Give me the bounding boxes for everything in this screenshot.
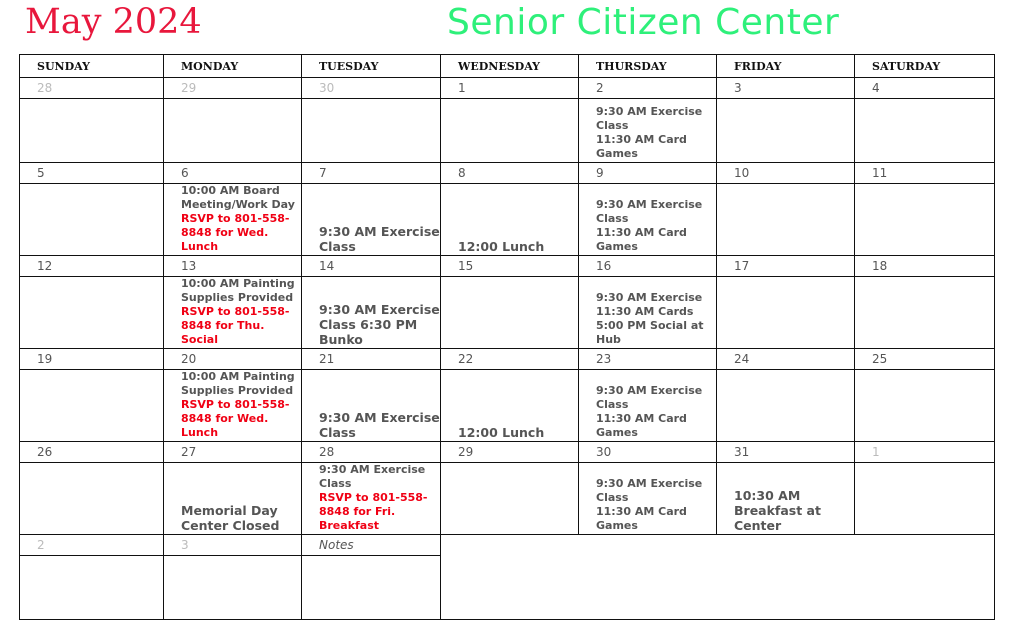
rsvp-note: RSVP to 801-558-8848 for Thu. Social	[181, 305, 290, 346]
day-number: 3	[717, 78, 855, 99]
day-number: 25	[855, 349, 995, 370]
week-number-row	[20, 442, 995, 463]
event-text: 9:30 AM Exercise	[596, 291, 703, 304]
weekday-header-tuesday: TUESDAY	[302, 55, 441, 78]
week-number-row	[20, 535, 995, 556]
day-cell[interactable]	[20, 99, 164, 163]
day-number: 30	[302, 78, 441, 99]
event-text: 9:30 AM Exercise Class	[319, 224, 440, 254]
week-events-row	[20, 99, 995, 163]
day-cell[interactable]	[302, 184, 441, 256]
weekday-header-saturday: SATURDAY	[855, 55, 995, 78]
day-cell[interactable]	[164, 463, 302, 535]
day-cell[interactable]	[579, 99, 717, 163]
event-text: 9:30 AM Exercise Class	[596, 198, 703, 225]
day-cell[interactable]	[164, 277, 302, 349]
day-number: 24	[717, 349, 855, 370]
event-text: 9:30 AM Exercise Class	[319, 410, 440, 440]
day-cell[interactable]	[164, 99, 302, 163]
day-cell[interactable]	[164, 556, 302, 620]
day-number: 12	[20, 256, 164, 277]
weekday-header-monday: MONDAY	[164, 55, 302, 78]
week-number-row	[20, 78, 995, 99]
weekday-header-sunday: SUNDAY	[20, 55, 164, 78]
week-events-row	[20, 277, 995, 349]
day-number: 29	[441, 442, 579, 463]
day-cell[interactable]	[717, 184, 855, 256]
week-events-row	[20, 370, 995, 442]
weekday-header-wednesday: WEDNESDAY	[441, 55, 579, 78]
day-cell[interactable]	[579, 184, 717, 256]
calendar-grid	[19, 54, 995, 620]
event-text: 12:00 Lunch	[458, 425, 545, 440]
day-number: 2	[20, 535, 164, 556]
day-number: 1	[855, 442, 995, 463]
day-number: 8	[441, 163, 579, 184]
day-number: 28	[20, 78, 164, 99]
day-number: 10	[717, 163, 855, 184]
day-number: 29	[164, 78, 302, 99]
empty-area	[441, 535, 995, 620]
week-number-row	[20, 349, 995, 370]
day-number: 23	[579, 349, 717, 370]
month-title: May 2024	[25, 2, 202, 42]
rsvp-note: RSVP to 801-558-8848 for Fri. Breakfast	[319, 491, 428, 532]
event-text: Memorial Day Center Closed	[181, 503, 280, 533]
day-number: 5	[20, 163, 164, 184]
day-cell[interactable]	[20, 556, 164, 620]
day-cell[interactable]	[579, 370, 717, 442]
day-number: 28	[302, 442, 441, 463]
event-text: 11:30 AM Cards	[596, 305, 694, 318]
day-cell[interactable]	[717, 370, 855, 442]
rsvp-note: RSVP to 801-558-8848 for Wed. Lunch	[181, 398, 290, 439]
event-text: 10:30 AM Breakfast at Center	[734, 488, 821, 533]
day-cell[interactable]	[164, 370, 302, 442]
day-cell[interactable]	[441, 277, 579, 349]
day-number: 17	[717, 256, 855, 277]
day-cell[interactable]	[579, 277, 717, 349]
day-number: 19	[20, 349, 164, 370]
day-cell[interactable]	[717, 277, 855, 349]
notes-label: Notes	[302, 535, 441, 556]
day-cell[interactable]	[302, 277, 441, 349]
week-number-row	[20, 163, 995, 184]
day-number: 9	[579, 163, 717, 184]
day-number: 21	[302, 349, 441, 370]
day-cell[interactable]	[855, 277, 995, 349]
day-cell[interactable]	[20, 184, 164, 256]
day-cell[interactable]	[302, 99, 441, 163]
event-text: 9:30 AM Exercise Class	[319, 463, 426, 490]
day-number: 22	[441, 349, 579, 370]
day-cell[interactable]	[855, 463, 995, 535]
event-text: 9:30 AM Exercise Class	[596, 105, 703, 132]
event-text: 9:30 AM Exercise Class 6:30 PM Bunko	[319, 302, 440, 347]
day-number: 1	[441, 78, 579, 99]
day-cell[interactable]	[441, 184, 579, 256]
weekday-header-friday: FRIDAY	[717, 55, 855, 78]
day-cell[interactable]	[441, 463, 579, 535]
event-text: 9:30 AM Exercise Class	[596, 384, 703, 411]
week-number-row	[20, 256, 995, 277]
day-cell[interactable]	[579, 463, 717, 535]
day-number: 11	[855, 163, 995, 184]
day-cell[interactable]	[717, 463, 855, 535]
week-events-row	[20, 184, 995, 256]
day-cell[interactable]	[717, 99, 855, 163]
day-cell[interactable]	[855, 99, 995, 163]
event-text: 11:30 AM Card Games	[596, 412, 687, 439]
day-number: 14	[302, 256, 441, 277]
day-number: 20	[164, 349, 302, 370]
day-number: 2	[579, 78, 717, 99]
event-text: 5:00 PM Social at Hub	[596, 319, 704, 346]
day-cell[interactable]	[855, 184, 995, 256]
event-text: 10:00 AM Board Meeting/Work Day	[181, 184, 295, 211]
day-cell[interactable]	[441, 99, 579, 163]
day-cell[interactable]	[302, 463, 441, 535]
event-text: 9:30 AM Exercise Class	[596, 477, 703, 504]
event-text: 12:00 Lunch	[458, 239, 545, 254]
day-number: 3	[164, 535, 302, 556]
day-number: 4	[855, 78, 995, 99]
event-text: 10:00 AM Painting Supplies Provided	[181, 370, 295, 397]
day-number: 16	[579, 256, 717, 277]
day-cell[interactable]	[20, 463, 164, 535]
center-title: Senior Citizen Center	[447, 2, 840, 43]
day-cell[interactable]	[855, 370, 995, 442]
day-cell[interactable]	[302, 370, 441, 442]
day-number: 18	[855, 256, 995, 277]
day-number: 26	[20, 442, 164, 463]
event-text: 11:30 AM Card Games	[596, 226, 687, 253]
day-number: 15	[441, 256, 579, 277]
day-number: 13	[164, 256, 302, 277]
week-events-row	[20, 463, 995, 535]
event-text: 11:30 AM Card Games	[596, 505, 687, 532]
day-cell[interactable]	[441, 370, 579, 442]
weekday-header-thursday: THURSDAY	[579, 55, 717, 78]
notes-cell[interactable]	[302, 556, 441, 620]
weekday-header-row	[20, 55, 995, 78]
day-number: 27	[164, 442, 302, 463]
day-cell[interactable]	[164, 184, 302, 256]
rsvp-note: RSVP to 801-558-8848 for Wed. Lunch	[181, 212, 290, 253]
day-number: 30	[579, 442, 717, 463]
day-number: 6	[164, 163, 302, 184]
day-number: 7	[302, 163, 441, 184]
event-text: 11:30 AM Card Games	[596, 133, 687, 160]
day-cell[interactable]	[20, 370, 164, 442]
event-text: 10:00 AM Painting Supplies Provided	[181, 277, 295, 304]
day-cell[interactable]	[20, 277, 164, 349]
day-number: 31	[717, 442, 855, 463]
